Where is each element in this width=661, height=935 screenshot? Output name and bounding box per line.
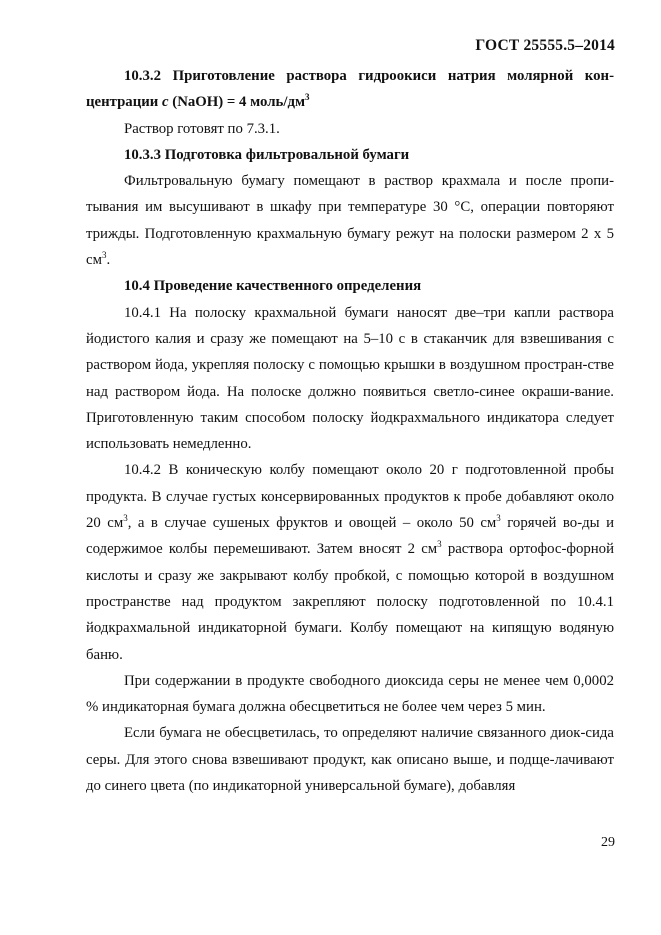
section-number: 10.3.2	[124, 68, 161, 84]
superscript: 3	[437, 539, 442, 550]
paragraph	[86, 168, 614, 273]
paragraph: Если бумага не обесцветилась, то определяют наличие связанного диок-сида серы. Для этого снова взвешивают продукт, как описано выше, и подще-лачивают до синего цвета (по индикаторной универсальной бумаге), добавляя	[86, 725, 614, 795]
paragraph-10-4-1: 10.4.1 На полоску крахмальной бумаги наносят две–три капли раствора йодистого калия и сразу же помещают на 5–10 с в стаканчик для взвешивания с раствором йода, укрепляя полоску с помощью крышки в воздушном простран-стве над раствором йода. На полоске должно появиться светло-синее окраши-вание. Приготовленную таким способом полоску йодкрахмального индикатора следует использовать немедленно.	[86, 304, 614, 453]
section-title: Подготовка фильтровальной бумаги	[164, 146, 410, 163]
paragraph-text: Фильтровальную бумагу помещают в раствор крахмала и после пропи-тывания им высушивают в шкафу при температуре 30 °С, операции повторяют трижды. Подготовленную крахмальную бумагу режут на полоски размером 2 х 5 см	[86, 173, 614, 269]
section-number: 10.3.3	[124, 146, 161, 163]
standard-header: ГОСТ 25555.5–2014	[475, 37, 615, 54]
superscript: 3	[123, 513, 128, 524]
paragraph-text-end: .	[106, 252, 111, 269]
paragraph-text: 10.4.2 В коническую колбу помещают около 20 г подготовленной пробы продукта. В случае густых консервированных продуктов к пробе добавляют около 20 см	[86, 462, 614, 532]
symbol-c: с	[161, 94, 169, 111]
section-title-formula: (NaOH) = 4 моль/дм	[168, 94, 306, 111]
section-heading-10-3-3	[86, 142, 614, 168]
section-heading-10-4	[86, 273, 614, 299]
paragraph-text: раствора ортофос-форной кислоты и сразу же закрывают колбу пробкой, с помощью которой в воздушном пространстве над продуктом закрепляют полоску подготовленной по 10.4.1 йодкрахмальной индикаторной бумаги. Колбу помещают на кипящую водяную баню.	[86, 541, 614, 663]
superscript: 3	[101, 250, 107, 261]
paragraph-10-4-2	[86, 457, 614, 667]
superscript: 3	[496, 513, 501, 524]
paragraph-text: горячей во-ды и содержимое колбы перемешивают. Затем вносят 2 см	[86, 515, 614, 558]
document-body	[86, 63, 614, 799]
paragraph-text: , а в случае сушеных фруктов и овощей – около 50 см	[127, 515, 497, 532]
page-number: 29	[601, 835, 615, 850]
section-number: 10.4	[124, 278, 150, 295]
section-heading-10-3-2	[86, 63, 614, 116]
paragraph: При содержании в продукте свободного диоксида серы не менее чем 0,0002 % индикаторная бумага должна обесцветиться не более чем через 5 мин.	[86, 672, 614, 716]
section-title: Приготовление раствора гидроокиси натрия молярной кон-центрации	[86, 68, 614, 111]
section-title: Проведение качественного определения	[153, 278, 422, 295]
paragraph: Раствор готовят по 7.3.1.	[124, 120, 280, 137]
superscript: 3	[305, 92, 310, 103]
